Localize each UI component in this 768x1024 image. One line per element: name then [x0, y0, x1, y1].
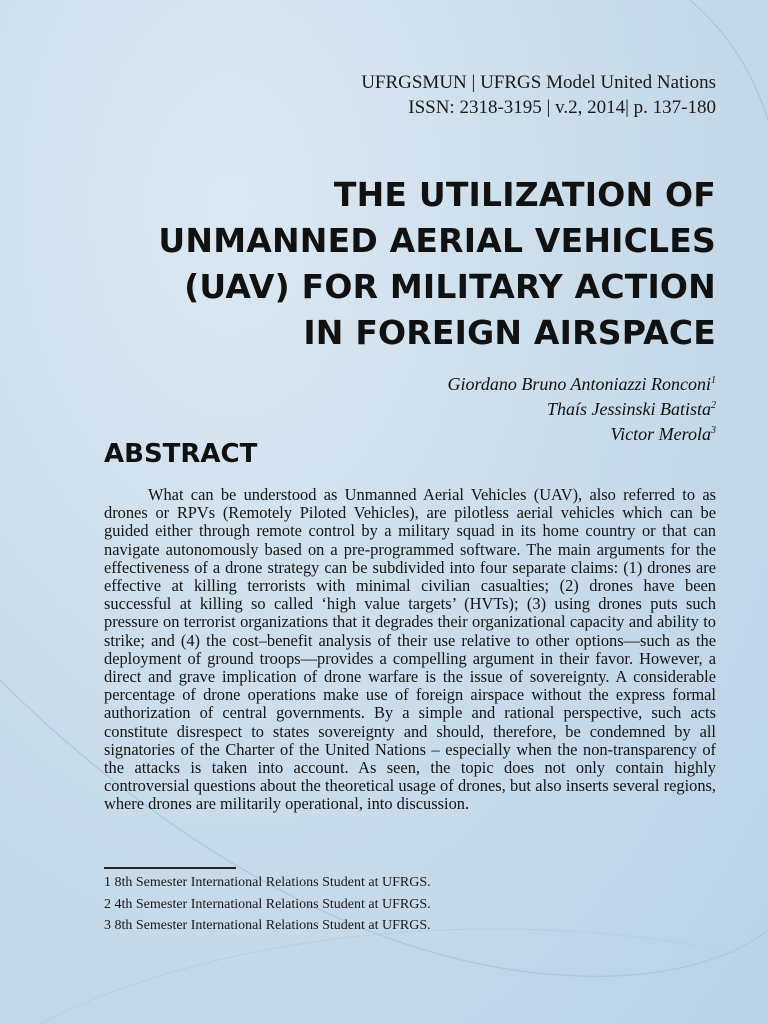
author-footnote-marker: 1	[711, 375, 716, 386]
author-name: Thaís Jessinski Batista	[546, 399, 711, 419]
journal-header	[361, 70, 716, 120]
abstract-heading: ABSTRACT	[104, 439, 258, 469]
title-line: (UAV) FOR MILITARY ACTION	[184, 267, 716, 306]
author	[447, 397, 716, 422]
author-footnote-marker: 3	[711, 425, 716, 436]
title-line: UNMANNED AERIAL VEHICLES	[158, 221, 716, 260]
author-name: Victor Merola	[610, 424, 711, 444]
footnote: 2 4th Semester International Relations Student at UFRGS.	[104, 896, 431, 912]
author	[447, 372, 716, 397]
footnote-divider	[104, 867, 236, 869]
author-list	[447, 372, 716, 447]
author	[447, 422, 716, 447]
journal-name: UFRGSMUN | UFRGS Model United Nations	[361, 72, 716, 93]
author-name: Giordano Bruno Antoniazzi Ronconi	[447, 374, 711, 394]
footnote: 3 8th Semester International Relations Student at UFRGS.	[104, 918, 431, 933]
paper-title	[76, 172, 716, 356]
footnote: 1 8th Semester International Relations Student at UFRGS.	[104, 875, 431, 890]
footnotes	[104, 872, 431, 937]
title-line: THE UTILIZATION OF	[333, 175, 716, 214]
author-footnote-marker: 2	[711, 400, 716, 411]
journal-issn: ISSN: 2318-3195 | v.2, 2014| p. 137-180	[408, 97, 716, 118]
title-line: IN FOREIGN AIRSPACE	[303, 313, 716, 352]
abstract-text: What can be understood as Unmanned Aerial Vehicles (UAV), also referred to as drones or RPVs (Remotely Piloted Vehicles), are pilotless aerial vehicles which can be guided either through remote control by a military squad in its home country or that can navigate autonomously based on a pre-programmed software. The main arguments for the effectiveness of a drone strategy can be subdivided into four separate claims: (1) drones are effective at killing terrorists with minimal civilian casualties; (2) drones have been successful at killing so called ‘high value targets’ (HVTs); (3) using drones puts such pressure on terrorist organizations that it degrades their organizational capacity and ability to strike; and (4) the cost–benefit analysis of their use relative to other options—such as the deployment of ground troops—provides a compelling argument in their favor. However, a direct and grave implication of drone warfare is the issue of sovereignty. A considerable percentage of drone operations make use of foreign airspace without the express formal authorization of central governments. By a simple and rational perspective, such acts constitute disrespect to states sovereignty and should, therefore, be condemned by all signatories of the Charter of the United Nations – especially when the non-transparency of the attacks is taken into account. As seen, the topic does not only contain highly controversial questions about the theoretical usage of drones, but also inserts several regions, where drones are militarily operational, into discussion.	[104, 485, 716, 814]
